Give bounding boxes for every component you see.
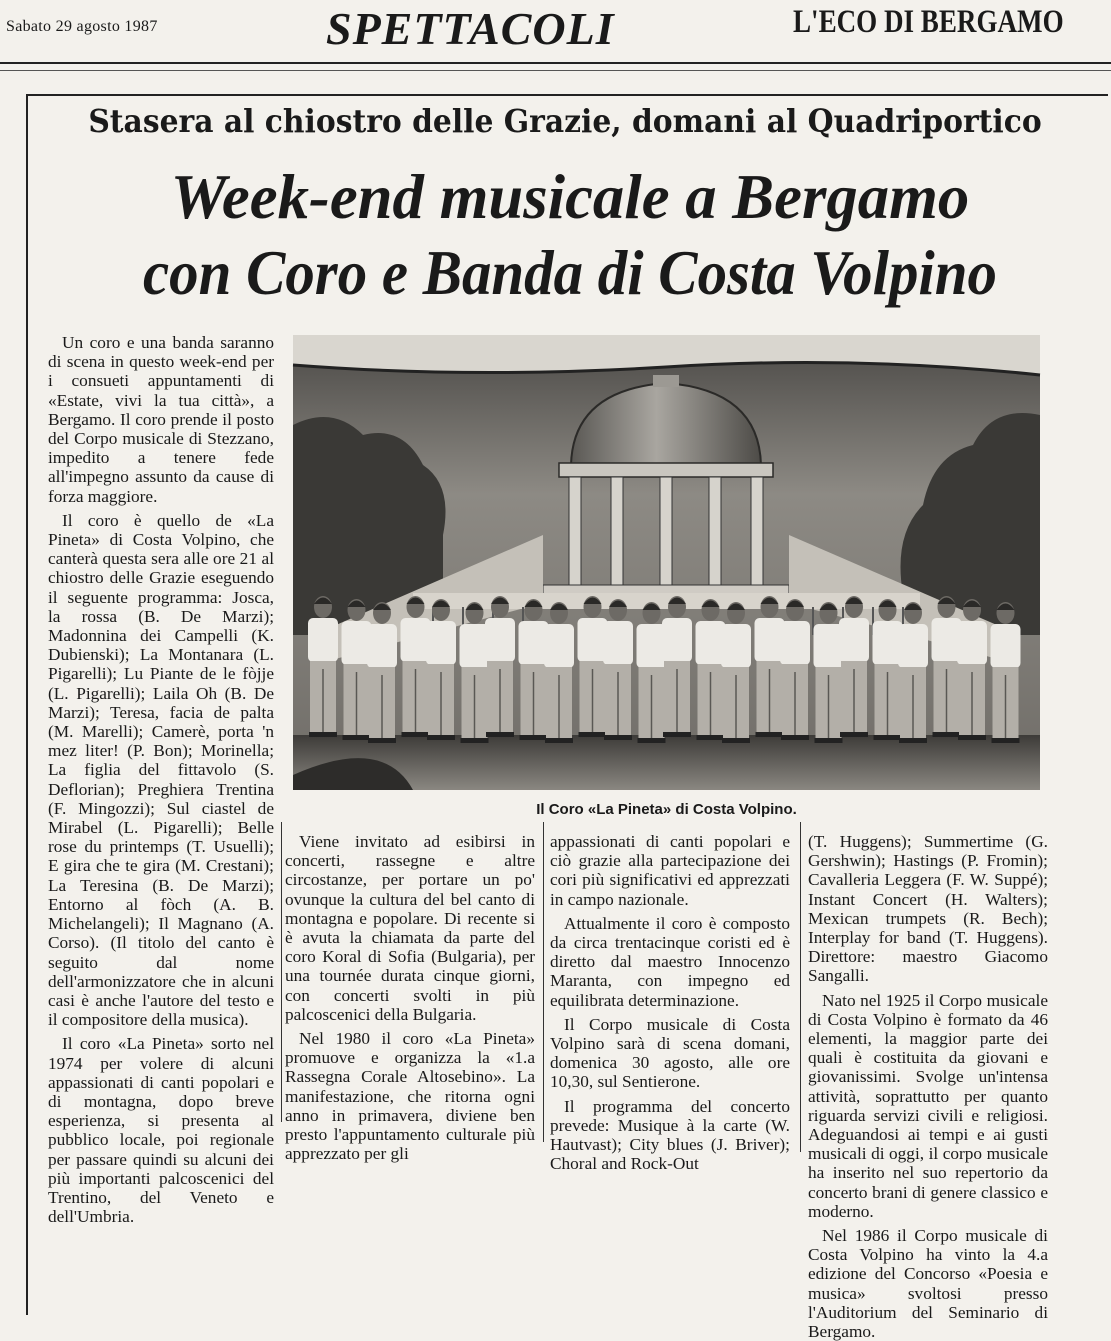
paragraph: Il Corpo musicale di Costa Volpino sarà di scena domani, domenica 30 agosto, alle ore 10,30, sul Sentierone. <box>550 1014 790 1092</box>
headline-line-1: Week-end musicale a Bergamo <box>170 161 970 232</box>
paragraph: Viene invitato ad esibirsi in concerti, rassegne e altre circostanze, per portare un po' ovunque la cultura del bel canto di montagna e popolare. Di recente si è avuta la chiamata da parte del coro Koral di Sofia (Bulgaria), per una tournée durata cinque giorni, con concerti svolti in più palcoscenici della Bulgaria. <box>285 832 535 1024</box>
newspaper-name: L'ECO DI BERGAMO <box>793 4 1064 40</box>
paragraph: appassionati di canti popolari e ciò grazie alla partecipazione dei cori più significativi ed apprezzati in campo nazionale. <box>550 832 790 909</box>
paragraph: Il coro è quello de «La Pineta» di Costa Volpino, che canterà questa sera alle ore 21 al chiostro delle Grazie eseguendo il seguente programma: Josca, la rossa (B. De Marzi); Madonnina dei Campelli (K. Dubienski); La Montanara (L. Pigarelli); Lu Piante de le fòjje (L. Pigarelli); Laila Oh (B. De Marzi); Teresa, facia de palta (M. Marelli); Camerè, porta 'n mez liter! (P. Bon); Morinella; La figlia del fittavolo (S. Deflorian); Preghiera Trentina (F. Mingozzi); Sul ciastel de Mirabel (L. Pigarelli); Belle rose du printemps (T. Usuelli); E gira che te gira (M. Crestani); La Teresina (B. De Marzi); Entorno al fòch (A. B. Michelangeli); Il Magnano (A. Corso). (Il titolo del canto è seguito dal nome dell'armonizzatore che in alcuni casi è anche l'autore del testo e il compositore della musica). <box>48 510 274 1030</box>
photo-caption: Il Coro «La Pineta» di Costa Volpino. <box>536 801 797 818</box>
section-title: SPETTACOLI <box>326 3 615 54</box>
paragraph: Attualmente il coro è composto da circa trentacinque coristi ed è diretto dal maestro Innocenzo Maranta, con impegno ed equilibrata determinazione. <box>550 913 790 1010</box>
paragraph: Un coro e una banda saranno di scena in questo week-end per i consueti appuntamenti di «Estate, vivi la tua città», a Bergamo. Il coro prende il posto del Corpo musicale di Stezzano, impedito a tenere fede all'impegno assunto da cause di forza maggiore. <box>48 333 274 506</box>
article-column-1 <box>48 333 274 1227</box>
column-divider <box>543 822 544 1142</box>
article-column-4 <box>808 832 1048 1341</box>
paragraph: Nato nel 1925 il Corpo musicale di Costa Volpino è formato da 46 elementi, la maggior parte dei quali è costituita da giovani e giovanissimi. Svolge un'intensa attività, soprattutto per quanto riguarda servizi civili e religiosi. Adeguandosi ai tempi e ai gusti musicali di oggi, il corpo musicale ha inserito nel suo repertorio da concerto brani di genere classico e moderno. <box>808 990 1048 1221</box>
choir-photo-illustration <box>293 335 1040 790</box>
headline-line-2: con Coro e Banda di Costa Volpino <box>143 237 997 308</box>
paragraph: (T. Huggens); Summertime (G. Gershwin); Hastings (P. Fromin); Cavalleria Leggera (F. W. Suppé); Instant Concert (H. Walters); Mexican trumpets (R. Bech); Interplay for band (T. Huggens). Direttore: maestro Giacomo Sangalli. <box>808 832 1048 986</box>
paragraph: Nel 1986 il Corpo musicale di Costa Volpino ha vinto la 4.a edizione del Concorso «Poesia e musica» svoltosi presso l'Auditorium del Seminario di Bergamo. <box>808 1226 1048 1341</box>
article-kicker: Stasera al chiostro delle Grazie, domani al Quadriportico <box>88 102 1042 140</box>
choir-photo <box>293 335 1040 790</box>
column-divider <box>281 822 282 1122</box>
masthead-rule-thin <box>0 70 1111 71</box>
paragraph: Il programma del concerto prevede: Musique à la carte (W. Hautvast); City blues (J. Briver); Choral and Rock-Out <box>550 1096 790 1174</box>
masthead-rule <box>0 62 1111 64</box>
article-column-3 <box>550 832 790 1174</box>
paragraph: Il coro «La Pineta» sorto nel 1974 per volere di alcuni appassionati di canti popolari e di montagna, dopo breve esperienza, si presenta al pubblico locale, poi regionale per passare quindi su alcuni dei più importanti palcoscenici del Trentino, del Veneto e dell'Umbria. <box>48 1034 274 1227</box>
issue-date: Sabato 29 agosto 1987 <box>6 18 158 35</box>
column-divider <box>800 822 801 1152</box>
paragraph: Nel 1980 il coro «La Pineta» promuove e organizza la «1.a Rassegna Corale Altosebino». La manifestazione, che ritorna ogni anno in primavera, diviene ben presto l'appuntamento culturale più apprezzato per gli <box>285 1029 535 1164</box>
article-column-2 <box>285 832 535 1162</box>
